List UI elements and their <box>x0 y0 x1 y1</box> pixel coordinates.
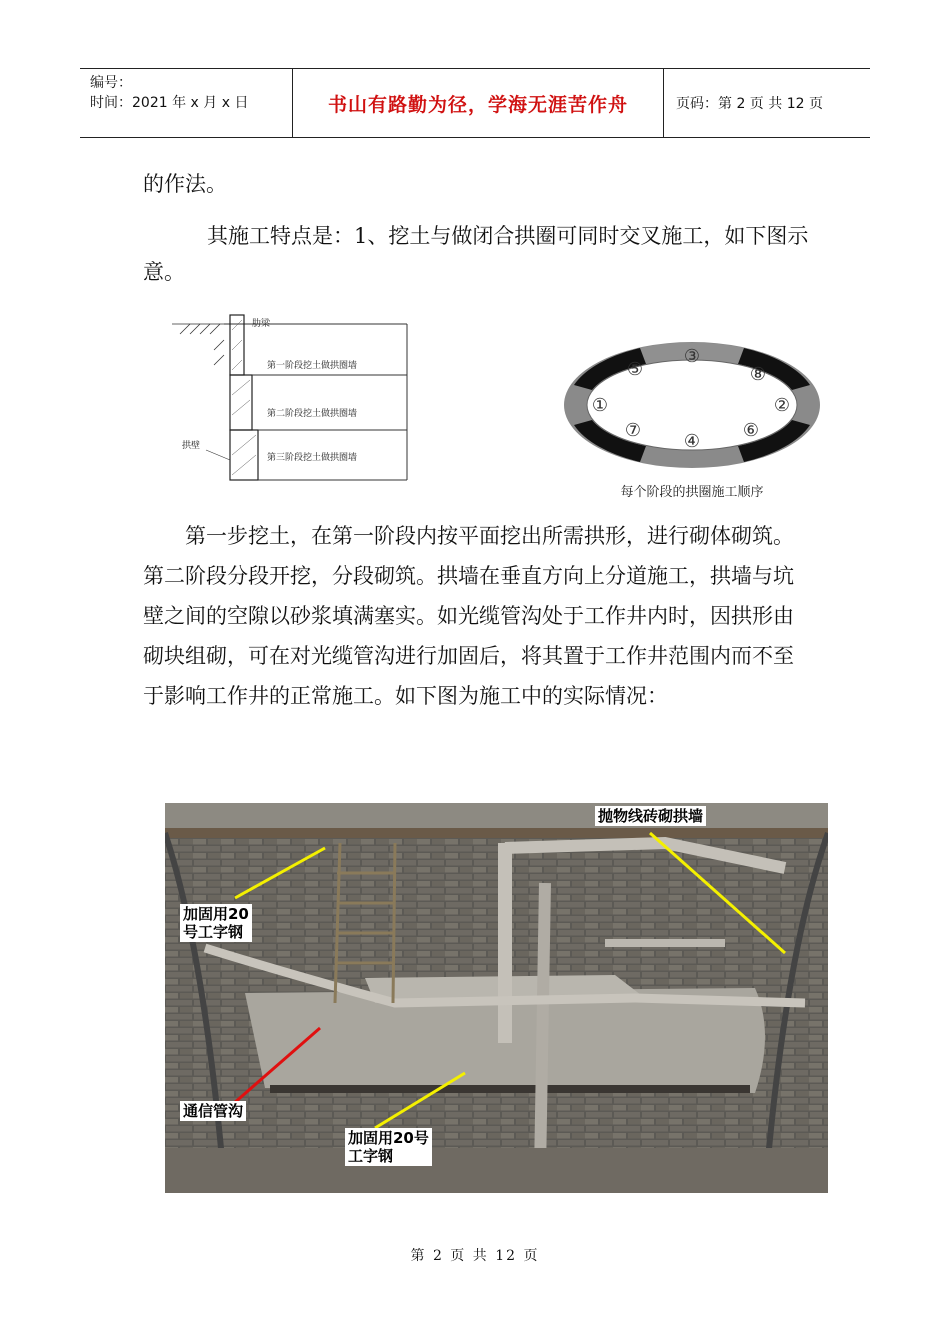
paragraph-1: 的作法。 <box>143 172 227 196</box>
seq-number-8: ⑧ <box>749 364 767 385</box>
seq-number-7: ⑦ <box>624 420 642 441</box>
wall-sections <box>230 315 258 480</box>
label-trench: 通信管沟 <box>180 1101 246 1121</box>
header-meta <box>80 69 292 137</box>
label-wall: 拱壁 <box>182 441 201 451</box>
label-top-steel-line1: 加固用20 <box>183 905 249 923</box>
photo-illustration <box>165 803 828 1193</box>
label-arch: 抛物线砖砌拱墙 <box>595 806 706 826</box>
arch-sequence-diagram <box>560 330 825 505</box>
label-bottom-steel-line2: 工字钢 <box>348 1147 394 1165</box>
page-footer: 第 2 页 共 12 页 <box>410 1248 540 1264</box>
seq-number-1: ① <box>591 395 609 416</box>
seq-number-5: ⑤ <box>626 359 644 380</box>
label-stage-2: 第二阶段挖土做拱圈墙 <box>267 409 358 419</box>
ring-caption: 每个阶段的拱圈施工顺序 <box>620 485 764 500</box>
label-bottom-steel-line1: 加固用20号 <box>348 1129 429 1147</box>
seq-number-2: ② <box>773 395 791 416</box>
doc-time: 时间：2021 年 x 月 x 日 <box>90 95 249 111</box>
page-header <box>80 68 870 138</box>
paragraph-3: 第一步挖土，在第一阶段内按平面挖出所需拱形，进行砌体砌筑。第二阶段分段开挖，分段砌筑。拱墙在垂直方向上分道施工，拱墙与坑壁之间的空隙以砂浆填满塞实。如光缆管沟处于工作井内时，因拱形由砌块组砌，可在对光缆管沟进行加固后，将其置于工作井范围内而不至于影响工作井的正常施工。如下图为施工中的实际情况： <box>143 524 794 708</box>
stage-diagram <box>172 310 442 490</box>
label-stage-1: 第一阶段挖土做拱圈墙 <box>267 361 358 371</box>
seq-number-4: ④ <box>683 431 701 452</box>
paragraph-2: 其施工特点是：1、挖土与做闭合拱圈可同时交叉施工，如下图示意。 <box>143 224 809 284</box>
label-top-steel-line2: 号工字钢 <box>183 923 244 941</box>
label-bottom-steel <box>345 1128 432 1166</box>
label-top-steel <box>180 904 252 942</box>
label-stage-3: 第三阶段挖土做拱圈墙 <box>267 453 358 463</box>
doc-number: 编号： <box>90 75 132 91</box>
construction-photo <box>165 803 828 1193</box>
ground-hatch <box>172 324 224 365</box>
header-motto: 书山有路勤为径，学海无涯苦作舟 <box>292 69 664 137</box>
header-page-info: 页码：第 2 页 共 12 页 <box>676 96 823 112</box>
seq-number-3: ③ <box>683 346 701 367</box>
seq-number-6: ⑥ <box>742 420 760 441</box>
label-beam: 肋梁 <box>252 319 271 329</box>
